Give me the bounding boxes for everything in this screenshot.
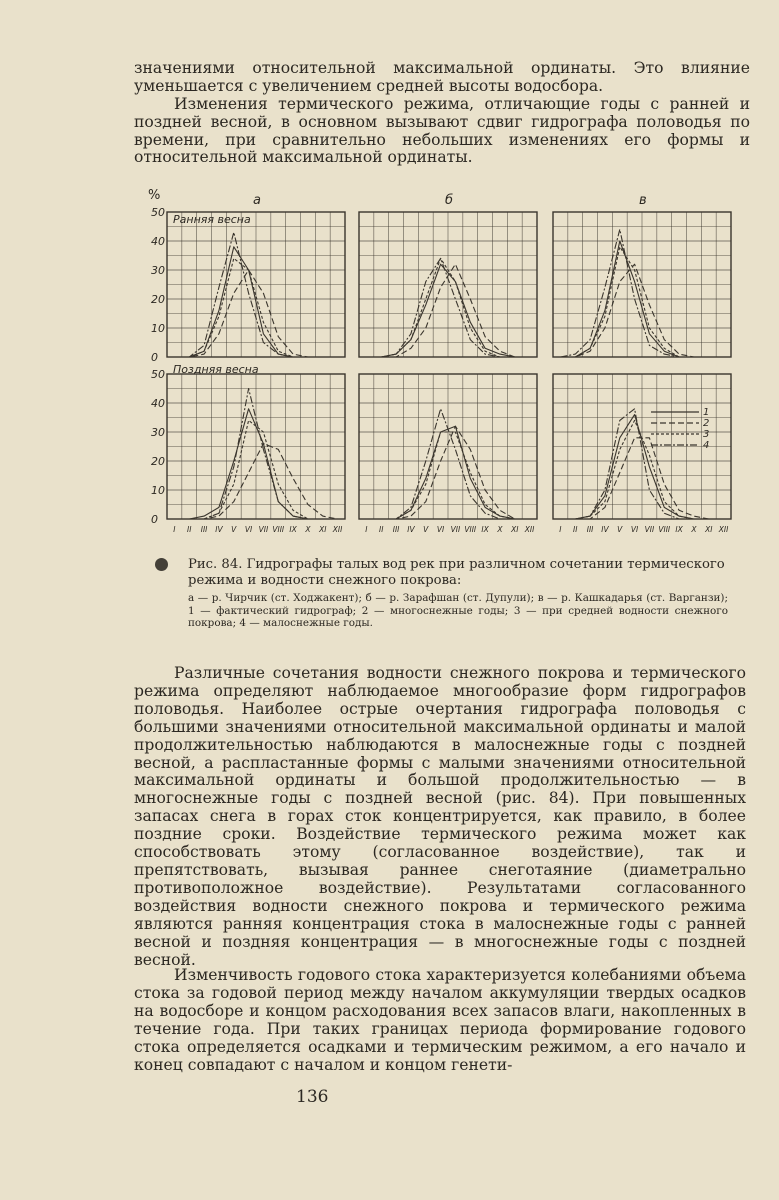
y-tick-label: 0 xyxy=(151,351,158,364)
y-tick-label: 20 xyxy=(151,455,165,468)
y-tick-label: 30 xyxy=(151,264,165,277)
y-tick-label: 10 xyxy=(151,484,165,497)
x-tick-label: XII xyxy=(332,525,343,534)
paragraph-3: Различные сочетания водности снежного покрова и термического режима определяют наблюдаемое многообразие форм гидрографов половодья. Наиболее острые очертания гидрографа половодья с большими значениями относительной максимальной ординаты и малой продолжительностью наблюдаются в малоснежные годы с поздней весной, а распластанные формы с малыми значениями относительной максимальной ординаты и большой продолжительностью — в многоснежные годы с поздней весной (рис. 84). При повышенных запасах снега в горах сток концентрируется, как правило, в более поздние сроки. Воздействие термического режима может как способствовать этому (согласованное воздействие), так и препятствовать, вызывая раннее снеготаяние (диаметрально противоположное воздействие). Результатами согласованного воздействия водности снежного покрова и термического режима являются ранняя концентрация стока в малоснежные годы с ранней весной и поздняя концентрация — в многоснежные годы с поздней весной. xyxy=(134,664,746,969)
y-tick-label: 20 xyxy=(151,293,165,306)
x-tick-label: III xyxy=(586,525,594,534)
hydrograph-panels xyxy=(148,188,731,534)
x-tick-label: I xyxy=(559,525,562,534)
x-tick-label: X xyxy=(497,525,503,534)
x-tick-label: IX xyxy=(289,525,297,534)
x-tick-label: X xyxy=(691,525,697,534)
x-tick-label: VI xyxy=(436,525,445,534)
x-tick-label: XI xyxy=(705,525,713,534)
x-tick-label: IX xyxy=(481,525,489,534)
x-tick-label: III xyxy=(392,525,400,534)
y-tick-label: 0 xyxy=(151,513,158,526)
x-tick-label: III xyxy=(200,525,208,534)
y-tick-label: 10 xyxy=(151,322,165,335)
figure-legend: а — р. Чирчик (ст. Ходжакент); б — р. Зарафшан (ст. Дупули); в — р. Кашкадарья (ст. Варганзи); 1 — фактический гидрограф; 2 — многоснежные годы; 3 — при средней водности снежного покрова; 4 — малоснежные годы. xyxy=(188,592,728,629)
panel-letter-3: в xyxy=(639,193,647,208)
figure-caption: Рис. 84. Гидрографы талых вод рек при различном сочетании термического режима и водности снежного покрова: xyxy=(188,557,725,588)
panel-letter-2: б xyxy=(445,193,454,208)
x-tick-label: VI xyxy=(244,525,253,534)
y-tick-label: 40 xyxy=(151,235,165,248)
x-tick-label: V xyxy=(231,525,237,534)
paragraph-4: Изменчивость годового стока характеризуется колебаниями объема стока за годовой период между началом аккумуляции твердых осадков на водосборе и концом расходования всех запасов влаги, накопленных в течение года. При таких границах периода формирование годового стока определяется осадками и термическим режимом, а его начало и конец совпадают с началом и концом генети- xyxy=(134,966,746,1074)
legend-number-2: 2 xyxy=(703,418,710,429)
x-tick-label: VIII xyxy=(464,525,477,534)
x-tick-label: VII xyxy=(258,525,269,534)
x-tick-label: X xyxy=(305,525,311,534)
x-tick-label: V xyxy=(617,525,623,534)
x-tick-label: II xyxy=(573,525,578,534)
paragraph-2: Изменения термического режима, отличающие годы с ранней и поздней весной, в основном вызывают сдвиг гидрографа половодья по времени, при сравнительно небольших изменениях его формы и относительной максимальной ординаты. xyxy=(134,95,750,167)
paragraph-1: значениями относительной максимальной ординаты. Это влияние уменьшается с увеличением средней высоты водосбора. xyxy=(134,59,750,95)
figure-84 xyxy=(140,186,740,542)
x-tick-label: I xyxy=(173,525,176,534)
y-tick-label: 50 xyxy=(151,206,165,219)
x-tick-label: IV xyxy=(407,525,415,534)
y-tick-label: 30 xyxy=(151,426,165,439)
legend-number-4: 4 xyxy=(703,440,710,451)
page-number: 136 xyxy=(296,1087,329,1107)
x-tick-label: VIII xyxy=(272,525,285,534)
x-tick-label: VII xyxy=(644,525,655,534)
x-tick-label: V xyxy=(423,525,429,534)
y-tick-label: 50 xyxy=(151,368,165,381)
x-tick-label: II xyxy=(379,525,384,534)
y-tick-label: 40 xyxy=(151,397,165,410)
x-tick-label: II xyxy=(187,525,192,534)
legend-number-1: 1 xyxy=(703,407,710,418)
y-unit-label: % xyxy=(148,188,161,203)
x-tick-label: XII xyxy=(524,525,535,534)
legend-number-3: 3 xyxy=(703,429,710,440)
x-tick-label: XI xyxy=(511,525,519,534)
x-tick-label: VIII xyxy=(658,525,671,534)
x-tick-label: XI xyxy=(319,525,327,534)
row-label-early-spring: Ранняя весна xyxy=(173,213,251,226)
x-tick-label: IX xyxy=(675,525,683,534)
row-label-late-spring: Поздняя весна xyxy=(173,363,259,376)
x-tick-label: IV xyxy=(215,525,223,534)
x-tick-label: VII xyxy=(450,525,461,534)
x-tick-label: VI xyxy=(630,525,639,534)
bullet-marker xyxy=(155,558,168,571)
x-tick-label: IV xyxy=(601,525,609,534)
x-tick-label: I xyxy=(365,525,368,534)
panel-letter-1: а xyxy=(253,193,261,208)
x-tick-label: XII xyxy=(718,525,729,534)
